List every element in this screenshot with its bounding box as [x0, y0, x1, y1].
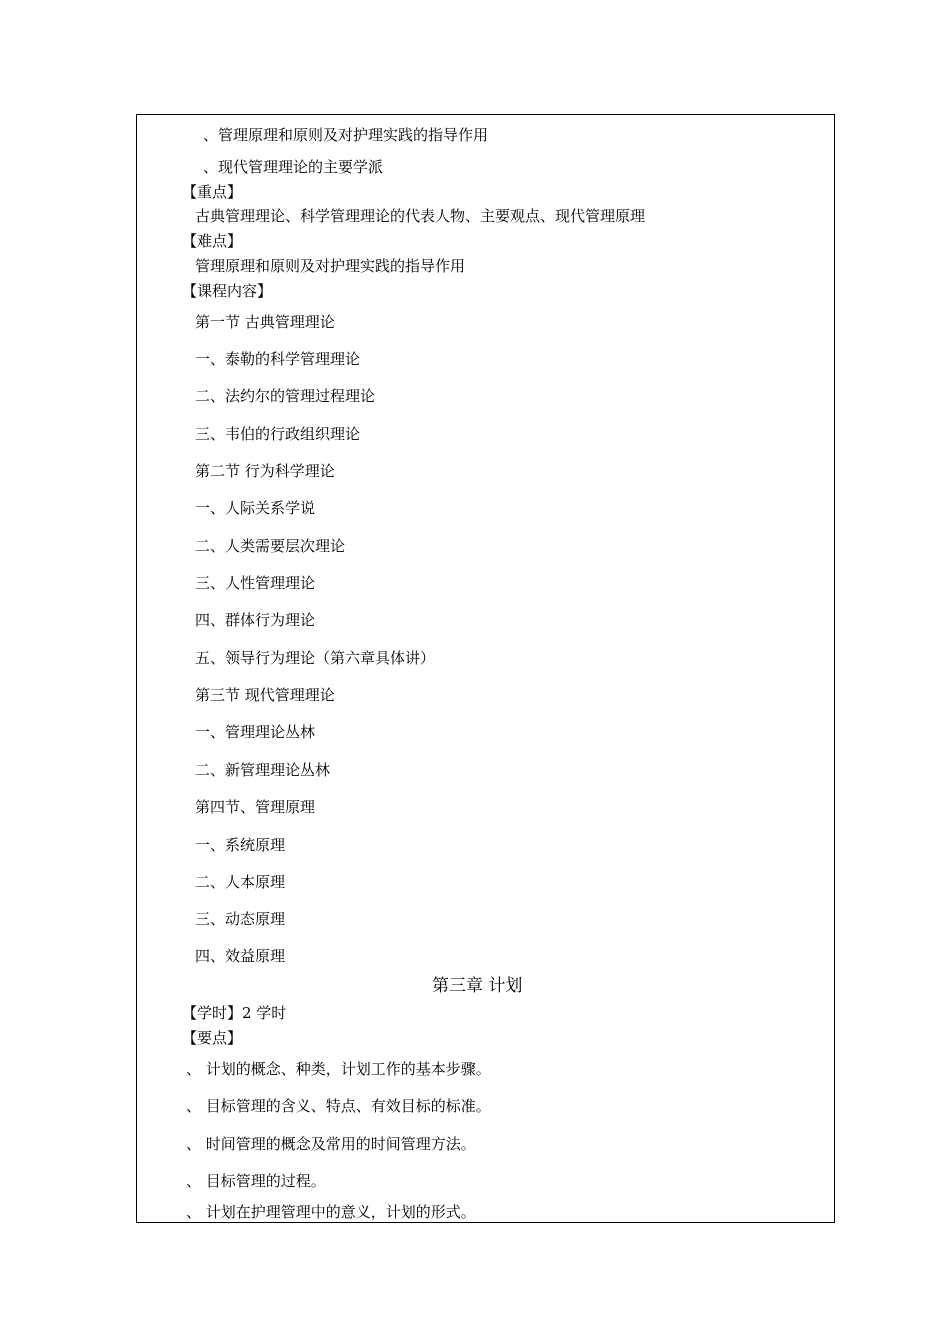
text-line: 第四节、管理原理 — [195, 798, 316, 816]
section-label: 【重点】 — [182, 183, 243, 201]
text-line: 、管理原理和原则及对护理实践的指导作用 — [203, 126, 489, 144]
text-line: 、 时间管理的概念及常用的时间管理方法。 — [186, 1135, 476, 1153]
text-line: 、 计划在护理管理中的意义，计划的形式。 — [186, 1203, 476, 1221]
text-line: 、 目标管理的过程。 — [186, 1172, 326, 1190]
text-line: 二、人类需要层次理论 — [195, 537, 346, 555]
text-line: 一、管理理论丛林 — [195, 723, 316, 741]
text-line: 三、韦伯的行政组织理论 — [195, 425, 361, 443]
section-label: 【难点】 — [182, 232, 243, 250]
text-line: 三、动态原理 — [195, 910, 286, 928]
text-line: 【学时】2 学时 — [182, 1004, 287, 1022]
text-line: 三、人性管理理论 — [195, 574, 316, 592]
section-label: 【要点】 — [182, 1029, 243, 1047]
text-line: 第三节 现代管理理论 — [195, 686, 335, 704]
text-line: 、 目标管理的含义、特点、有效目标的标准。 — [186, 1097, 491, 1115]
text-line: 、 计划的概念、种类，计划工作的基本步骤。 — [186, 1060, 491, 1078]
text-line: 第二节 行为科学理论 — [195, 462, 335, 480]
text-line: 二、法约尔的管理过程理论 — [195, 387, 376, 405]
text-line: 、现代管理理论的主要学派 — [203, 158, 384, 176]
text-line: 古典管理理论、科学管理理论的代表人物、主要观点、现代管理原理 — [195, 207, 646, 225]
text-line: 一、系统原理 — [195, 836, 286, 854]
text-line: 管理原理和原则及对护理实践的指导作用 — [195, 257, 466, 275]
text-line: 二、人本原理 — [195, 873, 286, 891]
text-line: 二、新管理理论丛林 — [195, 761, 331, 779]
chapter-title: 第三章 计划 — [432, 976, 523, 996]
text-line: 一、人际关系学说 — [195, 499, 316, 517]
text-line: 四、群体行为理论 — [195, 611, 316, 629]
section-label: 【课程内容】 — [182, 282, 273, 300]
text-line: 第一节 古典管理理论 — [195, 313, 335, 331]
text-line: 一、泰勒的科学管理理论 — [195, 350, 361, 368]
text-line: 四、效益原理 — [195, 947, 286, 965]
text-line: 五、领导行为理论（第六章具体讲） — [195, 649, 436, 667]
